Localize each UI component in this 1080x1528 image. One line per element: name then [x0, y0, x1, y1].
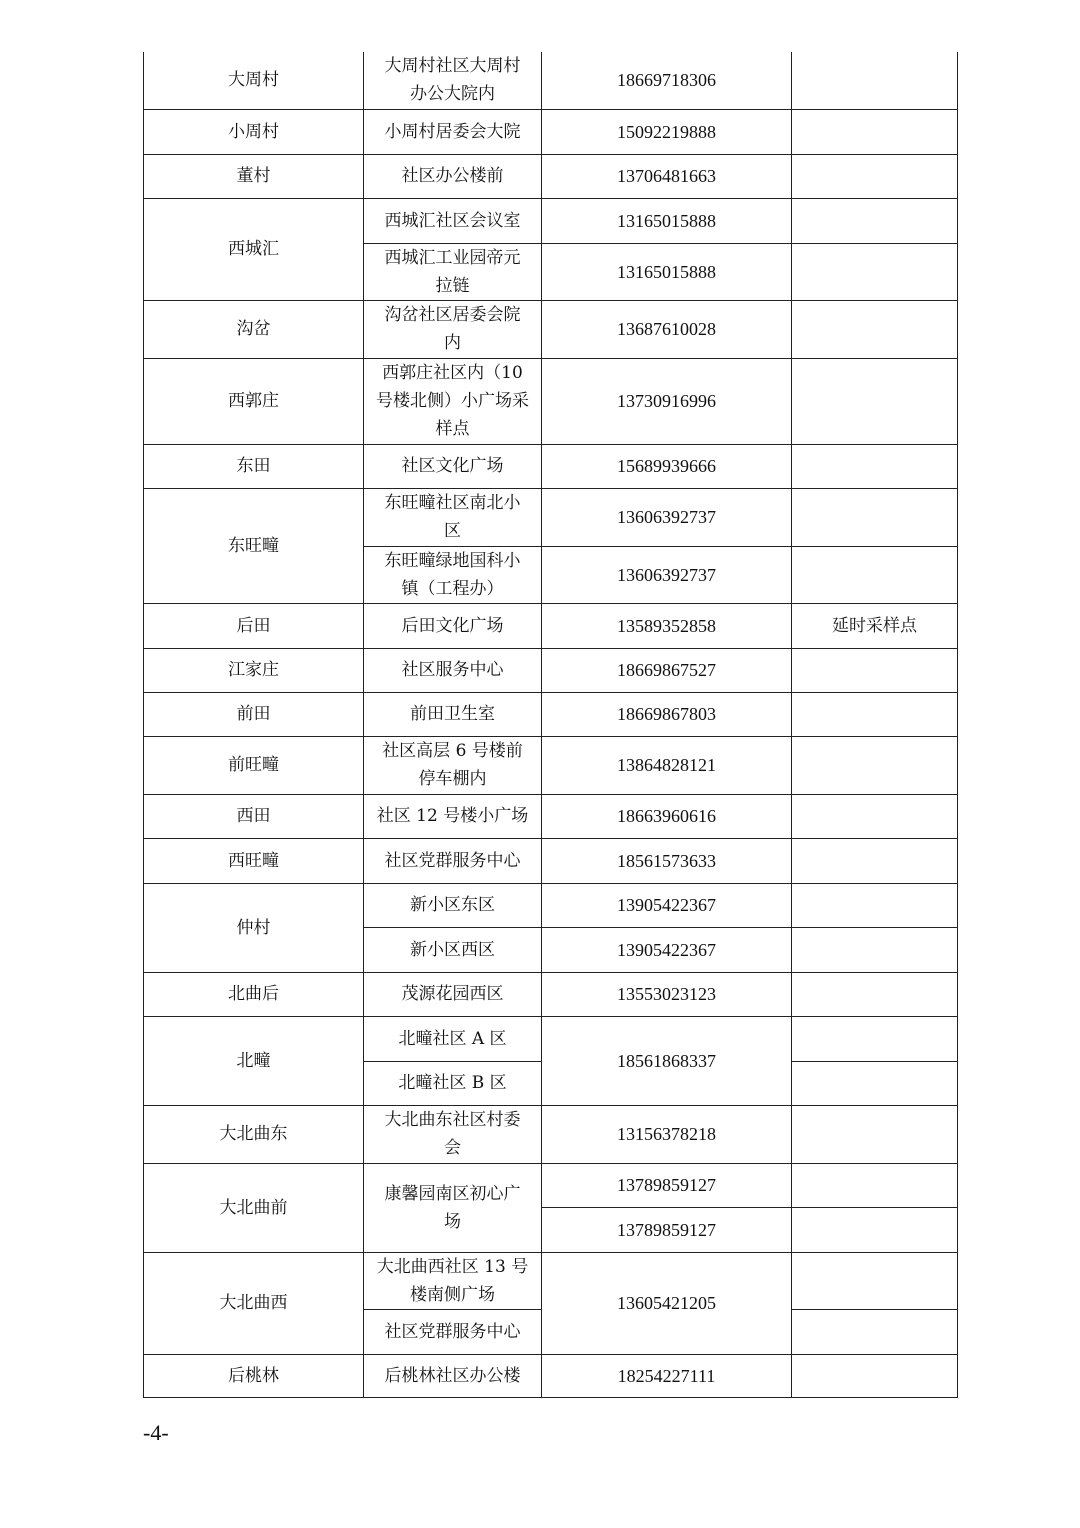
phone-cell: 13789859127 — [542, 1163, 792, 1207]
phone-cell: 13706481663 — [542, 154, 792, 198]
village-cell: 大北曲前 — [144, 1163, 364, 1252]
table-row — [144, 198, 958, 243]
note-cell — [792, 300, 958, 358]
site-cell: 后田文化广场 — [364, 603, 542, 648]
site-cell: 北疃社区 B 区 — [364, 1061, 542, 1105]
table-row — [144, 1354, 958, 1397]
table-row — [144, 794, 958, 838]
phone-cell: 13606392737 — [542, 488, 792, 546]
table-row — [144, 883, 958, 927]
phone-cell: 13687610028 — [542, 300, 792, 358]
phone-cell: 15689939666 — [542, 444, 792, 488]
phone-cell: 13553023123 — [542, 972, 792, 1016]
note-cell — [792, 736, 958, 794]
site-cell: 西城汇工业园帝元 拉链 — [364, 243, 542, 300]
note-cell — [792, 198, 958, 243]
note-cell — [792, 1163, 958, 1207]
table-row — [144, 648, 958, 692]
site-cell: 西城汇社区会议室 — [364, 198, 542, 243]
phone-cell: 13605421205 — [542, 1252, 792, 1354]
village-cell: 北疃 — [144, 1016, 364, 1105]
note-cell — [792, 243, 958, 300]
site-cell: 东旺疃社区南北小 区 — [364, 488, 542, 546]
phone-cell: 18561573633 — [542, 838, 792, 883]
note-cell — [792, 972, 958, 1016]
phone-cell: 13864828121 — [542, 736, 792, 794]
phone-cell: 18669867803 — [542, 692, 792, 736]
note-cell — [792, 1309, 958, 1354]
site-cell: 社区办公楼前 — [364, 154, 542, 198]
table-row — [144, 300, 958, 358]
note-cell — [792, 1354, 958, 1397]
note-cell — [792, 883, 958, 927]
site-cell: 大周村社区大周村 办公大院内 — [364, 52, 542, 109]
village-cell: 仲村 — [144, 883, 364, 972]
village-cell: 西郭庄 — [144, 358, 364, 444]
table-row — [144, 1105, 958, 1163]
village-cell: 江家庄 — [144, 648, 364, 692]
note-cell — [792, 1252, 958, 1309]
site-cell: 沟岔社区居委会院 内 — [364, 300, 542, 358]
table-row — [144, 603, 958, 648]
table-row — [144, 109, 958, 154]
village-cell: 北曲后 — [144, 972, 364, 1016]
note-cell — [792, 358, 958, 444]
site-cell: 社区服务中心 — [364, 648, 542, 692]
village-cell: 西田 — [144, 794, 364, 838]
village-cell: 西城汇 — [144, 198, 364, 300]
phone-cell: 13789859127 — [542, 1207, 792, 1252]
phone-cell: 18669718306 — [542, 52, 792, 109]
sampling-sites-table — [143, 52, 958, 1398]
village-cell: 前田 — [144, 692, 364, 736]
phone-cell: 18561868337 — [542, 1016, 792, 1105]
table-row — [144, 1016, 958, 1061]
note-cell — [792, 109, 958, 154]
village-cell: 西旺疃 — [144, 838, 364, 883]
table-row — [144, 692, 958, 736]
site-cell: 社区高层 6 号楼前 停车棚内 — [364, 736, 542, 794]
phone-cell: 18669867527 — [542, 648, 792, 692]
site-cell: 大北曲西社区 13 号 楼南侧广场 — [364, 1252, 542, 1309]
table-row — [144, 444, 958, 488]
phone-cell: 13165015888 — [542, 198, 792, 243]
table-row — [144, 1252, 958, 1309]
site-cell: 社区党群服务中心 — [364, 838, 542, 883]
table-row — [144, 358, 958, 444]
village-cell: 大周村 — [144, 52, 364, 109]
table-row — [144, 838, 958, 883]
note-cell — [792, 154, 958, 198]
table-row — [144, 154, 958, 198]
site-cell: 康馨园南区初心广 场 — [364, 1163, 542, 1252]
site-cell: 社区 12 号楼小广场 — [364, 794, 542, 838]
note-cell — [792, 488, 958, 546]
site-cell: 茂源花园西区 — [364, 972, 542, 1016]
site-cell: 前田卫生室 — [364, 692, 542, 736]
phone-cell: 13905422367 — [542, 883, 792, 927]
table-row — [144, 52, 958, 109]
note-cell — [792, 794, 958, 838]
village-cell: 大北曲东 — [144, 1105, 364, 1163]
table-row — [144, 972, 958, 1016]
village-cell: 沟岔 — [144, 300, 364, 358]
note-cell — [792, 692, 958, 736]
note-cell: 延时采样点 — [792, 603, 958, 648]
note-cell — [792, 1061, 958, 1105]
note-cell — [792, 52, 958, 109]
note-cell — [792, 444, 958, 488]
note-cell — [792, 1016, 958, 1061]
site-cell: 东旺疃绿地国科小 镇（工程办） — [364, 546, 542, 603]
village-cell: 董村 — [144, 154, 364, 198]
village-cell: 东旺疃 — [144, 488, 364, 603]
village-cell: 后桃林 — [144, 1354, 364, 1397]
village-cell: 后田 — [144, 603, 364, 648]
village-cell: 大北曲西 — [144, 1252, 364, 1354]
note-cell — [792, 546, 958, 603]
site-cell: 社区党群服务中心 — [364, 1309, 542, 1354]
note-cell — [792, 838, 958, 883]
site-cell: 北疃社区 A 区 — [364, 1016, 542, 1061]
table-row — [144, 488, 958, 546]
site-cell: 后桃林社区办公楼 — [364, 1354, 542, 1397]
phone-cell: 18663960616 — [542, 794, 792, 838]
note-cell — [792, 927, 958, 972]
village-cell: 小周村 — [144, 109, 364, 154]
table-row — [144, 736, 958, 794]
site-cell: 新小区东区 — [364, 883, 542, 927]
table-row — [144, 1163, 958, 1207]
phone-cell: 13156378218 — [542, 1105, 792, 1163]
site-cell: 大北曲东社区村委 会 — [364, 1105, 542, 1163]
phone-cell: 13606392737 — [542, 546, 792, 603]
note-cell — [792, 1207, 958, 1252]
site-cell: 新小区西区 — [364, 927, 542, 972]
phone-cell: 13730916996 — [542, 358, 792, 444]
site-cell: 小周村居委会大院 — [364, 109, 542, 154]
site-cell: 社区文化广场 — [364, 444, 542, 488]
phone-cell: 13165015888 — [542, 243, 792, 300]
note-cell — [792, 648, 958, 692]
phone-cell: 13589352858 — [542, 603, 792, 648]
page-number: -4- — [143, 1420, 169, 1445]
note-cell — [792, 1105, 958, 1163]
village-cell: 前旺疃 — [144, 736, 364, 794]
phone-cell: 18254227111 — [542, 1354, 792, 1397]
site-cell: 西郭庄社区内（10 号楼北侧）小广场采 样点 — [364, 358, 542, 444]
village-cell: 东田 — [144, 444, 364, 488]
phone-cell: 13905422367 — [542, 927, 792, 972]
phone-cell: 15092219888 — [542, 109, 792, 154]
